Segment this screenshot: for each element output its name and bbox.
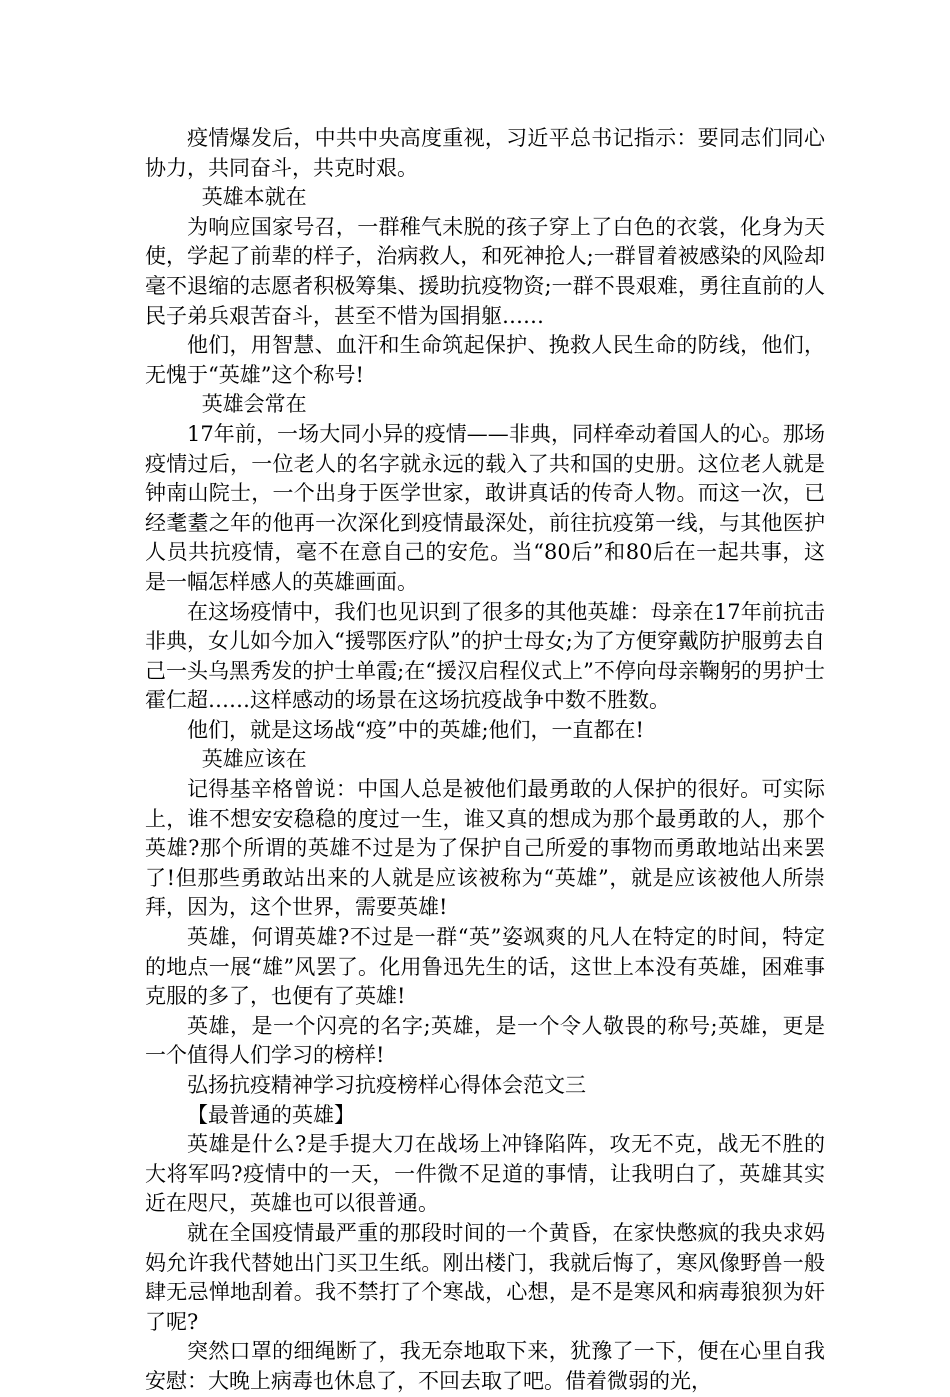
paragraph: 突然口罩的细绳断了，我无奈地取下来，犹豫了一下，便在心里自我安慰：大晚上病毒也休息了，不回去取了吧。借着微弱的光，: [145, 1339, 825, 1393]
article-title: 弘扬抗疫精神学习抗疫榜样心得体会范文三: [187, 1073, 586, 1097]
section-heading: 英雄本就在: [201, 185, 307, 210]
paragraph: 英雄，何谓英雄?不过是一群“英”姿飒爽的凡人在特定的时间，特定的地点一展“雄”风罢了。化用鲁迅先生的话，这世上本没有英雄，困难事克服的多了，也便有了英雄!: [145, 925, 825, 1009]
paragraph: 记得基辛格曾说：中国人总是被他们最勇敢的人保护的很好。可实际上，谁不想安安稳稳的度过一生，谁又真的想成为那个最勇敢的人，那个英雄?那个所谓的英雄不过是为了保护自己所爱的事物而勇敢地站出来罢了!但那些勇敢站出来的人就是应该被称为“英雄”，就是应该被他人所崇拜，因为，这个世界，需要英雄!: [145, 777, 825, 920]
paragraph: 他们，就是这场战“疫”中的英雄;他们，一直都在!: [187, 717, 644, 742]
section-heading: 英雄应该在: [201, 747, 307, 772]
paragraph: 他们，用智慧、血汗和生命筑起保护、挽救人民生命的防线，他们，无愧于“英雄”这个称号!: [145, 333, 825, 387]
paragraph: 英雄是什么?是手提大刀在战场上冲锋陷阵，攻无不克，战无不胜的大将军吗?疫情中的一天，一件微不足道的事情，让我明白了，英雄其实近在咫尺，英雄也可以很普通。: [145, 1132, 825, 1216]
paragraph: 为响应国家号召，一群稚气未脱的孩子穿上了白色的衣裳，化身为天使，学起了前辈的样子，治病救人，和死神抢人;一群冒着被感染的风险却毫不退缩的志愿者积极筹集、援助抗疫物资;一群不畏艰难，勇往直前的人民子弟兵艰苦奋斗，甚至不惜为国捐躯……: [145, 214, 825, 328]
paragraph: 疫情爆发后，中共中央高度重视，习近平总书记指示：要同志们同心协力，共同奋斗，共克时艰。: [145, 126, 825, 180]
section-heading: 英雄会常在: [201, 392, 307, 417]
article-subtitle: 【最普通的英雄】: [187, 1102, 355, 1127]
paragraph: 英雄，是一个闪亮的名字;英雄，是一个令人敬畏的称号;英雄，更是一个值得人们学习的榜样!: [145, 1013, 825, 1068]
paragraph: 17年前，一场大同小异的疫情——非典，同样牵动着国人的心。那场疫情过后，一位老人的名字就永远的载入了共和国的史册。这位老人就是钟南山院士，一个出身于医学世家，敢讲真话的传奇人物。而这一次，已经耄耋之年的他再一次深化到疫情最深处，前往抗疫第一线，与其他医护人员共抗疫情，毫不在意自己的安危。当“80后”和80后在一起共事，这是一幅怎样感人的英雄画面。: [145, 421, 825, 594]
paragraph: 就在全国疫情最严重的那段时间的一个黄昏，在家快憋疯的我央求妈妈允许我代替她出门买卫生纸。刚出楼门，我就后悔了，寒风像野兽一般肆无忌惮地刮着。我不禁打了个寒战，心想，是不是寒风和病毒狼狈为奸了呢?: [145, 1220, 825, 1334]
paragraph: 在这场疫情中，我们也见识到了很多的其他英雄：母亲在17年前抗击非典，女儿如今加入“援鄂医疗队”的护士母女;为了方便穿戴防护服剪去自己一头乌黑秀发的护士单霞;在“援汉启程仪式上”不停向母亲鞠躬的男护士霍仁超……这样感动的场景在这场抗疫战争中数不胜数。: [145, 599, 825, 713]
document-page: [145, 124, 825, 1397]
